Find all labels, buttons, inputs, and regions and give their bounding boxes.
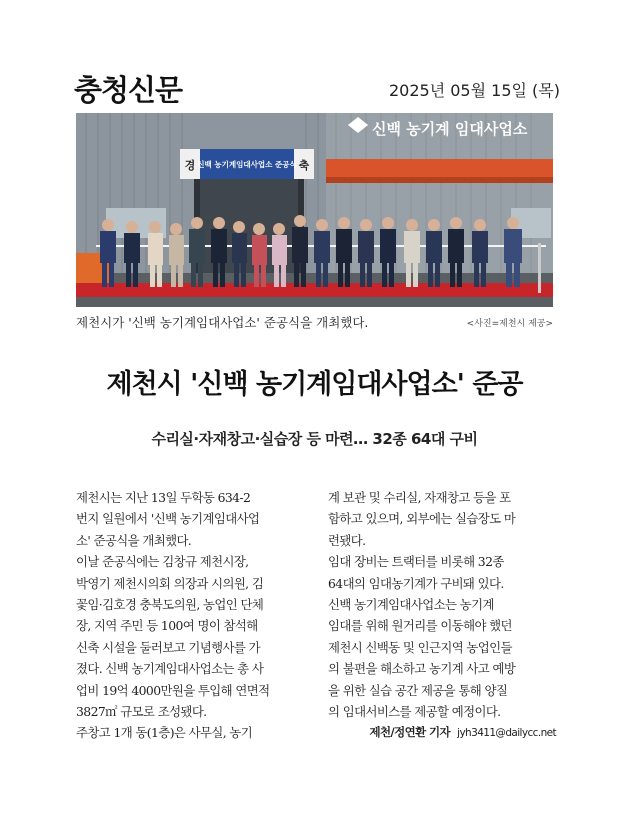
photo-credit: <사진=제천시 제공> [466, 319, 553, 329]
article-line: 제천시는 지난 13일 두학동 634-2 [76, 490, 251, 505]
article-line: 계 보관 및 수리실, 자재창고 등을 포 [328, 490, 511, 505]
article-line: 련됐다. [328, 532, 366, 548]
caption-text: 제천시가 '신백 농기계임대사업소' 준공식을 개최했다. [76, 315, 369, 330]
article-line: 제천시 신백동 및 인근지역 농업인들 [328, 639, 512, 655]
article-line: 임대 장비는 트랙터를 비롯해 32종 [328, 554, 504, 570]
article-line: 졌다. 신백 농기계임대사업소는 총 사 [76, 661, 264, 677]
masthead [74, 68, 560, 108]
article-line: 이날 준공식에는 김창규 제천시장, [76, 554, 249, 570]
byline-name: 제천/정연환 기자 [369, 725, 451, 740]
banner-text: 신백 농기계임대사업소 준공식 [197, 160, 297, 169]
article-line: 소' 준공식을 개최했다. [76, 532, 192, 548]
headline: 제천시 '신백 농기계임대사업소' 준공 [106, 369, 523, 400]
byline-email: jyh3411@dailycc.net [457, 727, 556, 740]
article-line: 3827㎡ 규모로 조성됐다. [76, 703, 207, 719]
newspaper-name: 충청신문 [74, 73, 183, 107]
article-line: 함하고 있으며, 외부에는 실습장도 마 [328, 511, 516, 527]
article-line: 꽃임·김호경 충북도의원, 농업인 단체 [76, 596, 264, 612]
article-line: 신백 농기계임대사업소는 농기계 [328, 596, 494, 612]
building-sign: 신백 농기계 임대사업소 [372, 120, 528, 138]
article-line: 신축 시설을 둘러보고 기념행사를 가 [76, 639, 260, 655]
article-line: 번지 일원에서 '신백 농기계임대사업 [76, 511, 260, 527]
banner-right-char: 축 [298, 159, 310, 172]
article-line: 장, 지역 주민 등 100여 명이 참석해 [76, 618, 258, 634]
issue-date: 2025년 05월 15일 (목) [388, 81, 560, 100]
article-line: 박영기 제천시의회 의장과 시의원, 김 [76, 575, 264, 591]
article-line: 주창고 1개 동(1층)은 사무실, 농기 [76, 725, 253, 741]
article-line: 64대의 임대농기계가 구비돼 있다. [328, 575, 504, 591]
subheadline: 수리실·자재창고·실습장 등 마련… 32종 64대 구비 [151, 430, 478, 448]
article-line: 의 임대서비스를 제공할 예정이다. [328, 703, 501, 719]
ceremony-photo-illustration [76, 113, 553, 307]
article-column-right [328, 487, 556, 744]
article-line: 업비 19억 4000만원을 투입해 연면적 [76, 682, 270, 698]
byline [328, 722, 556, 743]
article-line: 의 불편을 해소하고 농기계 사고 예방 [328, 661, 516, 677]
article-body [76, 487, 556, 757]
article-line: 임대를 위해 원거리를 이동해야 했던 [328, 618, 512, 634]
ceremony-photo [76, 113, 553, 307]
banner-left-char: 경 [184, 159, 196, 172]
article-column-left [76, 487, 304, 744]
article-line: 을 위한 실습 공간 제공을 통해 양질 [328, 682, 508, 698]
photo-caption [76, 313, 553, 331]
